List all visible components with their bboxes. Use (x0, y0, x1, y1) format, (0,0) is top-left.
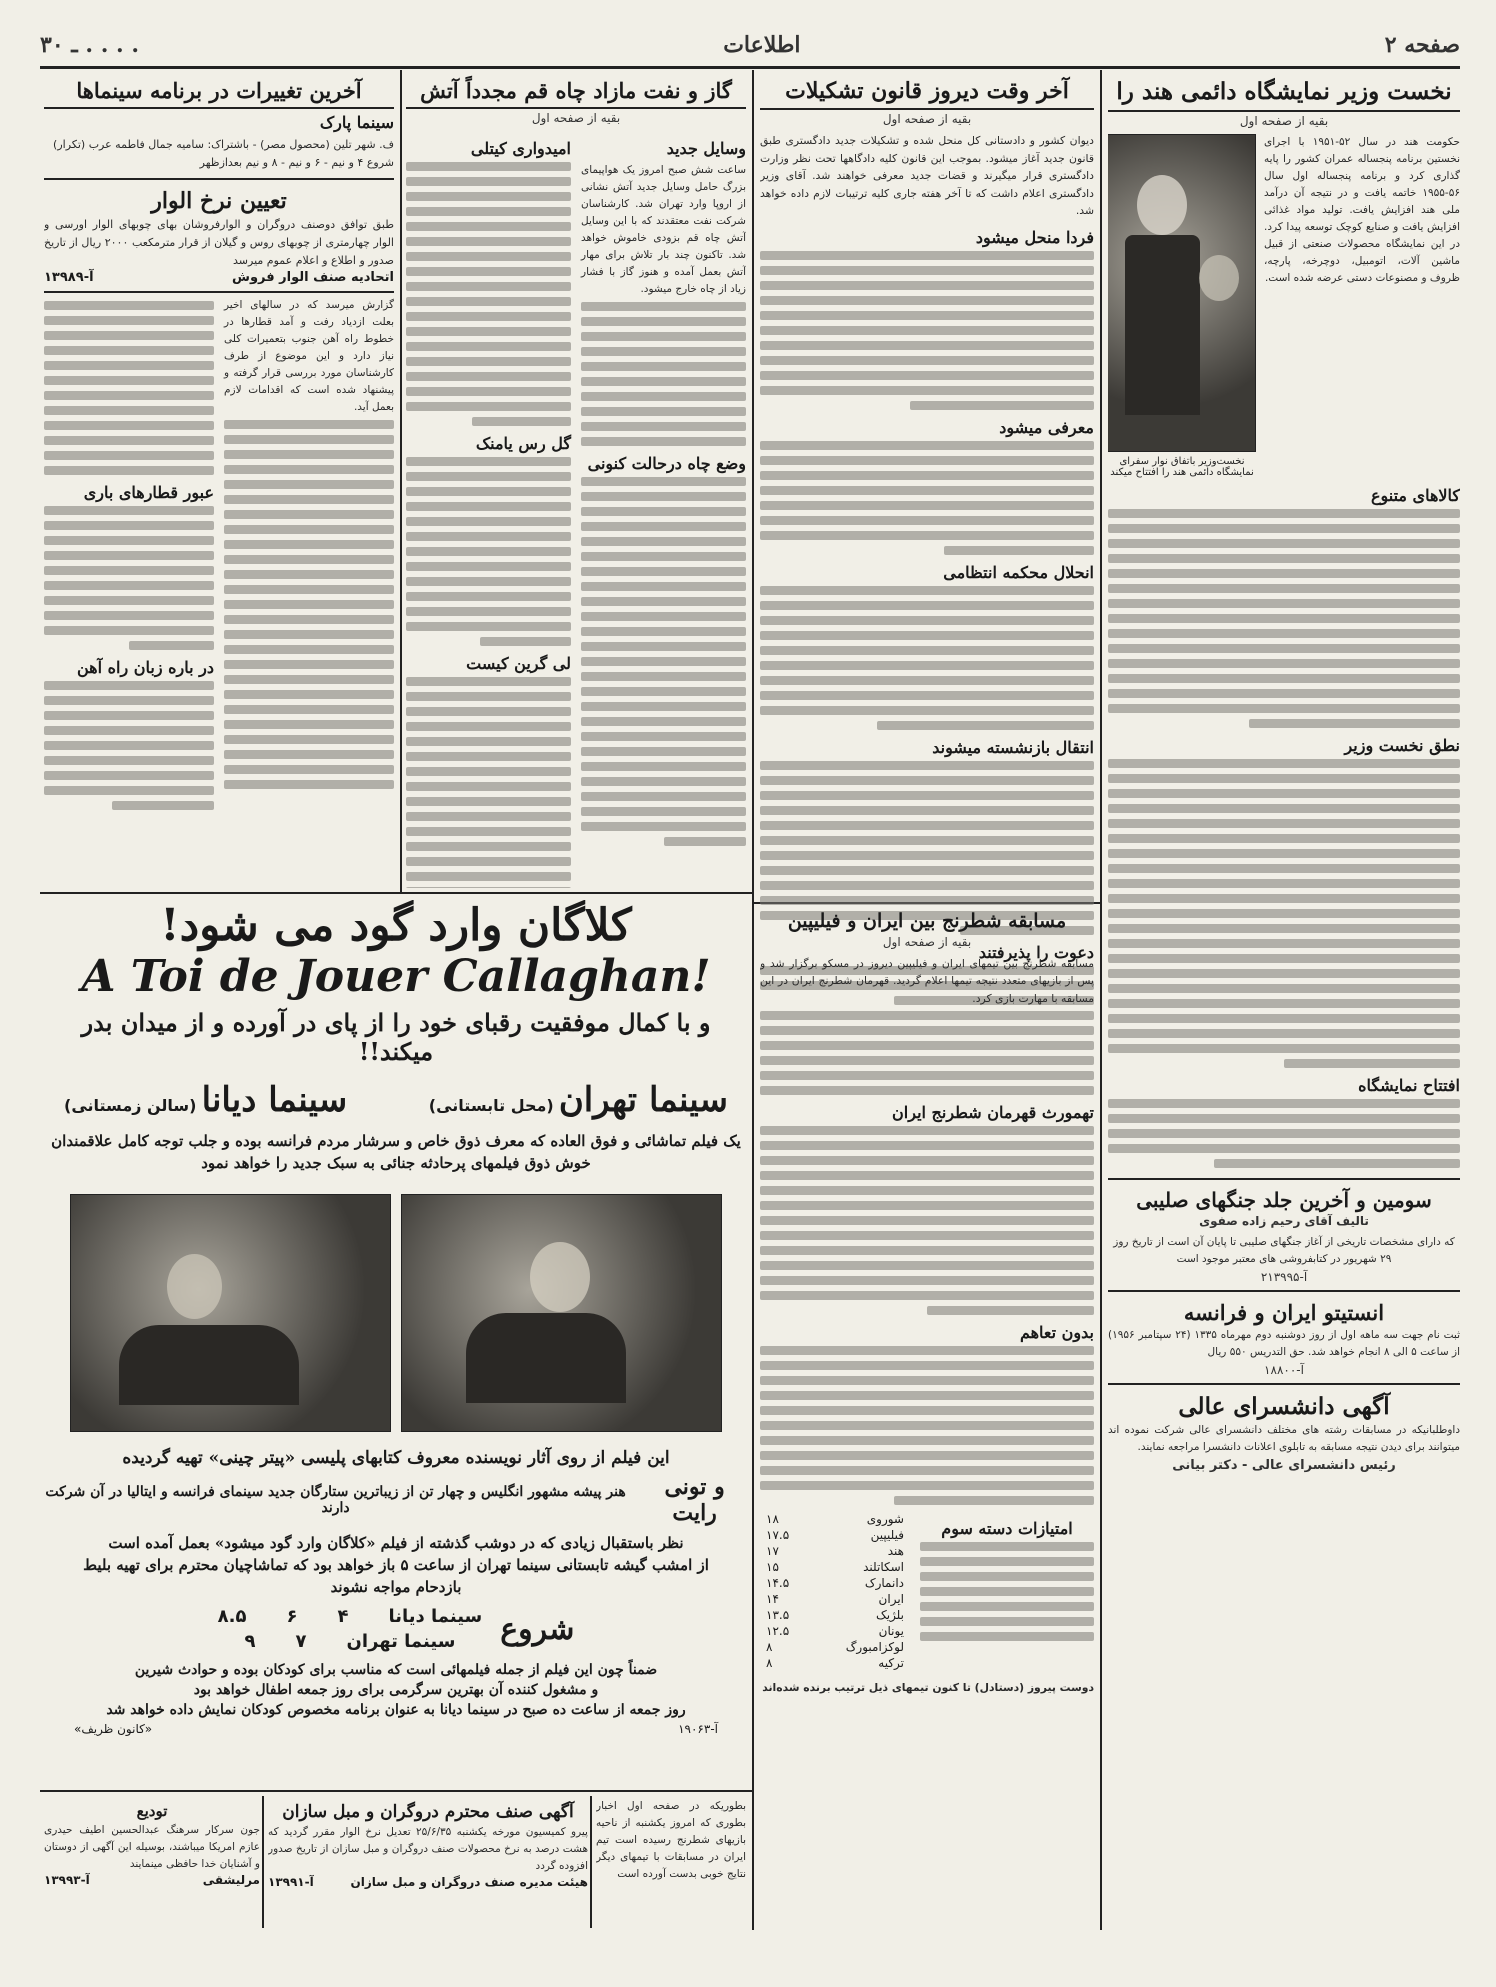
section-heading: در باره زبان راه آهن (77, 657, 214, 677)
section-heading: گل رس یامنک (475, 434, 571, 454)
section-heading: تهمورث قهرمان شطرنج ایران (892, 1103, 1094, 1123)
cinema-tehran-note: (محل تابستانی) (428, 1096, 554, 1115)
section-rule (40, 1790, 752, 1792)
score-row (760, 1527, 910, 1543)
notice-chess-note (596, 1798, 746, 1928)
text-lines (406, 677, 571, 888)
notice-text: جون سرکار سرهنگ عبدالحسین اطیف حیدری عازم امریکا میباشند، بوسیله این آگهی از دوستان و آشنایان خدا حافظی مینمایند (44, 1824, 260, 1870)
score-row (760, 1543, 910, 1559)
ad-star: و تونی رایت (664, 1474, 725, 1526)
ad-note: «کانون ظریف» (74, 1722, 153, 1736)
showtime-label: شروع (500, 1611, 575, 1647)
notice-sign: مرلیشقی (202, 1873, 260, 1887)
masthead (40, 30, 1460, 60)
section-heading: معرفی میشود (999, 417, 1094, 437)
masthead-right: صفحه ۲ (1384, 32, 1460, 58)
ad-line: خوش ذوق فیلمهای پرحادثه جنائی به سبک جدید را خواهد نمود (201, 1154, 591, 1172)
cinema-text: ف. شهر تلین (محصول مصر) - باشتراک: سامیه جمال فاطمه عرب (تکرار) (53, 138, 394, 152)
university-text: داوطلبانیکه در مسابقات رشته های مختلف دانشسرای عالی شرکت نموده اند میتوانند برای دیدن نتیجه مسابقه به تابلوی اعلانات دانشسرا مراجعه نمایند. (1108, 1424, 1460, 1454)
score-row (760, 1511, 910, 1527)
ad-line: این فیلم از روی آثار نویسنده معروف کتابهای پلیسی «پیتر چینی» تهیه گردیده (122, 1448, 670, 1468)
cinema-times: شروع ۴ و نیم - ۶ و نیم - ۸ و نیم بعدازظهر (199, 156, 394, 169)
text-lines (760, 586, 1094, 730)
text-lines (1108, 509, 1460, 728)
photo-prime-minister (1108, 134, 1256, 452)
ad-line: نظر باستقبال زیادی که در دوشب گذشته از فیلم «کلاگان وارد گود میشود» بعمل آمده است (108, 1534, 684, 1552)
cinema-diana-note: (سالن زمستانی) (64, 1096, 197, 1115)
notice-sign: هیئت مدیره صنف دروگران و مبل سازان (350, 1875, 588, 1890)
showtime-row (218, 1631, 483, 1652)
section-heading: دعوت را پذیرفتند (978, 942, 1094, 962)
showtime: ۹ (244, 1631, 256, 1652)
ad-line: بازدحام مواجه نشوند (330, 1578, 462, 1596)
notice-text: پیرو کمیسیون مورخه یکشنبه ۲۵/۶/۳۵ تعدیل نرخ الوار مقرر گردید که هشت درصد به نرخ محصولات صنف دروگران و مبل سازان از تاریخ صدور افزوده گردد (268, 1826, 588, 1873)
continued-note: بقیه از صفحه اول (882, 934, 972, 949)
section-heading: فردا منحل میشود (975, 227, 1094, 247)
score-row (760, 1623, 910, 1639)
ad-headline: کلاگان وارد گود می شود! (160, 900, 632, 951)
score-team: ایران (878, 1592, 904, 1607)
score-value: ۱۳.۵ (766, 1608, 790, 1623)
institute-headline: انستیتو ایران و فرانسه (1183, 1299, 1385, 1325)
masthead-center: اطلاعات (723, 32, 801, 58)
showtime: ۴ (337, 1606, 349, 1627)
ad-tagline: و با کمال موفقیت رقبای خود را از پای در آورده و از میدان بدر میکند!! (81, 1008, 711, 1066)
text-lines (760, 1126, 1094, 1315)
notice-carpenters (268, 1798, 588, 1928)
notice-text: بطوریکه در صفحه اول اخبار بطوری که امروز یکشنبه از ناحیه بازیهای شطرنج رسیده است تیم ایران در مسابقات با تیمهای دیگر نتایج خوبی بدست آورده است (596, 1800, 746, 1880)
headline-cinema-changes: آخرین تغییرات در برنامه سینماها (44, 78, 394, 109)
showtime: ۶ (286, 1606, 298, 1627)
continued-note: بقیه از صفحه اول (1239, 113, 1329, 128)
score-team: هند (887, 1544, 904, 1559)
crusades-author: تالیف آقای رحیم زاده صفوی (1199, 1213, 1369, 1228)
section-heading: امتیازات دسته سوم (941, 1519, 1073, 1539)
showtime-cinema: سینما تهران (346, 1631, 456, 1652)
text-lines (760, 1011, 1094, 1095)
cinema-diana: سینما دیانا (201, 1080, 348, 1120)
ad-line: هنر پیشه مشهور انگلیس و چهار تن از زیباترین ستارگان جدید سینمای فرانسه و ایتالیا در آن شرکت دارند (45, 1484, 626, 1516)
score-row (760, 1559, 910, 1575)
article-text: ساعت شش صبح امروز یک هواپیمای بزرگ حامل وسایل جدید آتش نشانی از اروپا وارد تهران شد. کارشناسان شرکت نفت معتقدند که با این وسایل آتش چاه قم بزودی خاموش خواهد شد. تاکنون چند بار تلاش برای مهار آتش بعمل آمده و هنوز گاز با فشار زیاد از چاه خارج میشود. (581, 164, 746, 296)
ad-line: روز جمعه از ساعت ده صبح در سینما دیانا به عنوان برنامه مخصوص کودکان نمایش داده خواهد شد (106, 1702, 686, 1718)
chess-headline: مسابقه شطرنج بین ایران و فیلیپین (787, 910, 1067, 932)
text-lines (581, 302, 746, 446)
ad-callaghan (44, 900, 748, 1784)
score-row (760, 1591, 910, 1607)
score-row (760, 1575, 910, 1591)
timber-union-sign: اتحادیه صنف الوار فروش (232, 269, 394, 285)
text-lines (224, 420, 394, 789)
continued-note: بقیه از صفحه اول (531, 111, 621, 126)
section-heading: کالاهای متنوع (1370, 485, 1460, 505)
score-value: ۱۲.۵ (766, 1624, 790, 1639)
crusades-text: که دارای مشخصات تاریخی از آغاز جنگهای صلیبی تا پایان آن است از تاریخ روز ۲۹ شهریور در کتابفروشی های معتبر موجود است (1113, 1235, 1455, 1265)
top-rule (40, 66, 1460, 69)
timber-price-text: طبق توافق دوصنف دروگران و الوارفروشان بهای چوبهای الوار اورسی و الوار چهارمتری از چوبهای روس و گیلان از قرار مترمکعب ۲۰۰۰ ریال از تاریخ صدور و اطلاع و اعلام عموم میرسد (44, 218, 394, 267)
notice-title: آگهی صنف محترم دروگران و مبل سازان (282, 1802, 574, 1822)
score-team: دانمارک (864, 1576, 904, 1591)
notice-title: توديع (136, 1802, 168, 1820)
text-lines (760, 441, 1094, 555)
column-divider (1100, 70, 1102, 1930)
section-heading: نطق نخست وزیر (1344, 735, 1460, 755)
score-value: ۱۴ (766, 1592, 779, 1607)
score-value: ۸ (766, 1656, 773, 1671)
text-lines (1108, 759, 1460, 1068)
text-lines (44, 681, 214, 810)
section-heading: امیدواری کیتلی (470, 139, 571, 159)
text-lines (1108, 1099, 1460, 1168)
photo-caption: نخست‌وزیر باتفاق نوار سفرای نمایشگاه دائمی هند را افتتاح میکند (1110, 455, 1254, 478)
continued-note: بقیه از صفحه اول (882, 112, 972, 127)
chess-footer: دوست پیروز (دستادل) تا کنون تیمهای ذیل ترتیب برنده شده‌اند (762, 1681, 1094, 1695)
section-heading: لی گرین کیست (466, 654, 571, 674)
score-value: ۱۷.۵ (766, 1528, 790, 1543)
film-still-right (401, 1194, 722, 1432)
notice-farewell (44, 1798, 260, 1928)
showtime: ۸.۵ (217, 1606, 247, 1627)
timber-price-headline: تعیین نرخ الوار (151, 187, 287, 214)
column-divider (590, 1796, 592, 1928)
showtime-row (218, 1606, 483, 1627)
section-heading: انحلال محکمه انتظامی (943, 562, 1094, 582)
column-gas-fire (406, 74, 746, 888)
headline-judiciary: آخر وقت دیروز قانون تشکیلات (760, 78, 1094, 110)
headline-gas-fire: گاز و نفت مازاد چاه قم مجدداً آتش (406, 78, 746, 109)
score-team: اسکاتلند (863, 1560, 904, 1575)
column-divider (400, 70, 402, 892)
ad-code: آ-۱۹۰۶۳ (678, 1722, 718, 1736)
masthead-left: ۳۰ ـ . . . . (40, 32, 140, 58)
section-heading: افتتاح نمایشگاه (1358, 1075, 1460, 1095)
film-still-left (70, 1194, 391, 1432)
score-value: ۱۸ (766, 1512, 779, 1527)
article-text: حکومت هند در سال ۵۲-۱۹۵۱ با اجرای نخستین برنامه پنجساله عمران کشور را پایه گذاری کرد و برنامه پنجساله اول سال ۵۶-۱۹۵۵ خاتمه یافت و در نتیجه آن درآمد ملی هند افزایش یافت. تولید مواد غذائی افزایش یافت و صنایع کوچک توسعه پیدا کرد. در این نمایشگاه محصولات صنعتی از قبیل ماشین آلات، اتومبیل، دوچرخه، پارچه، ظروف و مصنوعات دستی عرضه شده است. (1264, 135, 1460, 284)
text-lines (581, 477, 746, 846)
section-heading: انتقال بازنشسته میشوند (932, 737, 1094, 757)
university-headline: آگهی دانشسرای عالی (1178, 1392, 1390, 1420)
ad-latin-title: A Toi de Jouer Callaghan! (81, 951, 711, 1002)
ad-line: یک فیلم تماشائی و فوق العاده که معرف ذوق خاص و سرشار مردم فرانسه بوده و جلب توجه کامل علاقمندان (51, 1132, 741, 1150)
score-value: ۸ (766, 1640, 773, 1655)
score-team: شوروی (866, 1512, 904, 1527)
text-lines (406, 457, 571, 646)
article-text: دیوان کشور و دادستانی کل منحل شده و تشکیلات جدید دادگستری طبق قانون جدید آغاز میشود. بموجب این قانون کلیه دادگاهها تحت نظر وزارت دادگستری قرار میگیرند و قضات جدید معرفی خواهند شد. آقای وزیر دادگستری اعلام داشت که تا آخر هفته جاری کلیه ترتیبات لازم داده خواهد شد. (760, 134, 1094, 218)
showtime-cinema: سینما دیانا (388, 1606, 483, 1627)
section-heading: عبور قطارهای باری (83, 482, 214, 502)
chess-text: مسابقه شطرنج بین تیمهای ایران و فیلیپین دیروز در مسکو برگزار شد و پس از بازیهای متعدد نتیجه تیمها اعلام گردید. قهرمان شطرنج ایران در این مسابقه با مهارت بازی کرد. (760, 956, 1094, 1005)
section-heading: بدون تعاهم (1019, 1323, 1094, 1343)
column-cinema-notices (44, 74, 394, 888)
score-team: لوکزامبورگ (845, 1640, 904, 1655)
score-row (760, 1655, 910, 1671)
column-divider (752, 70, 754, 1930)
section-rule (40, 892, 752, 894)
column-divider (262, 1796, 264, 1928)
cinema-tehran: سینما تهران (558, 1080, 728, 1120)
ad-line: و مشغول کننده آن بهترین سرگرمی برای روز جمعه اطفال خواهد بود (193, 1682, 599, 1698)
text-lines (44, 506, 214, 650)
university-sign: رئیس دانشسرای عالی - دکتر بیانی (1172, 1458, 1396, 1474)
score-team: ترکیه (878, 1656, 904, 1671)
institute-text: ثبت نام جهت سه ماهه اول از روز دوشنبه دوم مهرماه ۱۳۳۵ (۲۴ سپتامبر ۱۹۵۶) از ساعت ۵ الی ۸ انجام خواهد شد. حق التدریس ۵۵۰ ریال (1108, 1328, 1460, 1358)
headline-india: نخست وزیر نمایشگاه دائمی هند را (1108, 78, 1460, 112)
score-row (760, 1639, 910, 1655)
section-heading: وسایل جدید (666, 139, 746, 159)
article-text: گزارش میرسد که در سالهای اخیر بعلت ازدیاد رفت و آمد قطارها در خطوط راه آهن جنوب بتعمیرات کلی نیاز دارد و این موضوع از طرف کارشناسان مورد بررسی قرار گرفته و پیشنهاد شده است که اقدامات لازم بعمل آید. (224, 298, 394, 413)
column-india-exhibition (1108, 74, 1460, 1930)
score-value: ۱۵ (766, 1560, 779, 1575)
chess-scores-table (760, 1511, 910, 1671)
showtime: ۷ (295, 1631, 307, 1652)
text-lines (406, 162, 571, 426)
text-lines (44, 301, 214, 475)
score-team: یونان (878, 1624, 904, 1639)
score-team: بلژیک (875, 1608, 904, 1623)
section-heading: وضع چاه درحالت کنونی (587, 454, 746, 474)
cinema-name: سینما پارک (319, 113, 394, 133)
score-value: ۱۷ (766, 1544, 779, 1559)
crusades-headline: سومین و آخرین جلد جنگهای صلیبی (1136, 1187, 1432, 1212)
text-lines (760, 1346, 1094, 1505)
column-judiciary (760, 74, 1094, 1930)
ad-code: آ-۱۳۹۹۳ (44, 1873, 90, 1887)
score-row (760, 1607, 910, 1623)
ad-code: آ-۲۱۳۹۹۵ (1260, 1269, 1308, 1284)
ad-line: از امشب گیشه تابستانی سینما تهران از ساعت ۵ باز خواهد بود که تماشاچیان محترم برای تهیه بلیط (83, 1556, 709, 1574)
ad-code: آ-۱۸۸۰۰ (1264, 1362, 1304, 1377)
ad-code: آ-۱۳۹۹۱ (268, 1875, 314, 1890)
score-value: ۱۴.۵ (766, 1576, 790, 1591)
text-lines (920, 1542, 1094, 1641)
ad-code: آ-۱۳۹۸۹ (44, 269, 94, 285)
score-team: فیلیپین (870, 1528, 904, 1543)
text-lines (760, 251, 1094, 410)
ad-line: ضمناً چون این فیلم از جمله فیلمهائی است که مناسب برای کودکان بوده و حوادث شیرین (134, 1662, 658, 1678)
